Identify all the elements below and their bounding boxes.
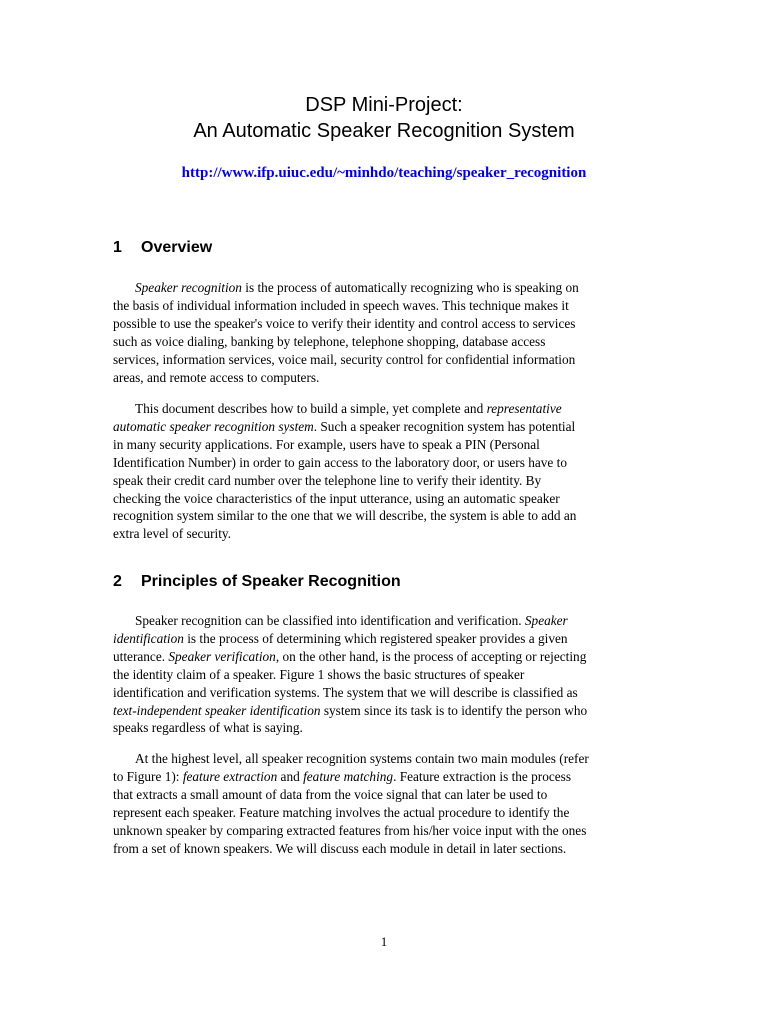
text-line: the basis of individual information included in speech waves. This technique makes it bbox=[113, 297, 569, 313]
text-line bbox=[113, 612, 587, 630]
text-line bbox=[113, 702, 587, 720]
text-line: recognition system similar to the one that we will describe, the system is able to add an bbox=[113, 508, 577, 524]
paragraph-principles-2 bbox=[113, 750, 589, 857]
text-line bbox=[113, 400, 576, 418]
text-line: speaks regardless of what is saying. bbox=[113, 720, 303, 736]
italic-term: feature extraction bbox=[182, 768, 278, 784]
text-line: Identification Number) in order to gain access to the laboratory door, or users have to bbox=[113, 454, 567, 470]
section-number: 1 bbox=[113, 239, 122, 256]
section-title: Principles of Speaker Recognition bbox=[141, 573, 401, 590]
page-number: 1 bbox=[380, 934, 388, 949]
text-line: services, information services, voice mail, security control for confidential information bbox=[113, 351, 576, 367]
text-line: identification and verification systems. The system that we will describe is classified as bbox=[113, 684, 578, 700]
text-run: This document describes how to build a simple, yet complete and bbox=[135, 401, 487, 416]
italic-term: text-independent speaker identification bbox=[113, 702, 321, 718]
text-line bbox=[113, 630, 587, 648]
text-line: At the highest level, all speaker recognition systems contain two main modules (refer bbox=[135, 751, 589, 766]
text-line: from a set of known speakers. We will discuss each module in detail in later sections. bbox=[113, 840, 567, 856]
text-line: such as voice dialing, banking by telephone, telephone shopping, database access bbox=[113, 333, 546, 349]
paragraph-overview-1 bbox=[113, 279, 579, 386]
italic-term: identification bbox=[113, 630, 184, 646]
text-run: Speaker recognition can be classified into identification and verification. bbox=[135, 613, 525, 628]
text-line: areas, and remote access to computers. bbox=[113, 369, 320, 385]
title-line-1: DSP Mini-Project: bbox=[305, 94, 463, 116]
text-line: checking the voice characteristics of the input utterance, using an automatic speaker bbox=[113, 490, 560, 506]
paragraph-overview-2 bbox=[113, 400, 576, 543]
text-line bbox=[113, 648, 587, 666]
section-number: 2 bbox=[113, 573, 122, 590]
text-line: that extracts a small amount of data from the voice signal that can later be used to bbox=[113, 786, 548, 802]
italic-term: automatic speaker recognition system bbox=[113, 418, 314, 434]
text-run: . Such a speaker recognition system has potential bbox=[313, 418, 576, 434]
section-title: Overview bbox=[141, 239, 213, 256]
italic-term: Speaker recognition bbox=[135, 280, 242, 295]
text-run: is the process of determining which registered speaker provides a given bbox=[183, 630, 568, 646]
text-run: and bbox=[277, 768, 304, 784]
italic-term: representative bbox=[486, 401, 562, 416]
text-run: . Feature extraction is the process bbox=[393, 768, 572, 784]
title-line-2: An Automatic Speaker Recognition System bbox=[193, 120, 575, 142]
text-line: unknown speaker by comparing extracted features from his/her voice input with the ones bbox=[113, 822, 587, 838]
text-line: the identity claim of a speaker. Figure 1 shows the basic structures of speaker bbox=[113, 666, 525, 682]
section-heading-principles bbox=[113, 572, 401, 592]
text-run: utterance. bbox=[113, 648, 169, 664]
italic-term: Speaker bbox=[524, 613, 568, 628]
section-heading-overview bbox=[113, 238, 212, 258]
project-url-link[interactable]: http://www.ifp.uiuc.edu/~minhdo/teaching/speaker_recognition bbox=[181, 165, 587, 181]
text-line bbox=[113, 279, 579, 297]
text-run: is the process of automatically recognizing who is speaking on bbox=[241, 280, 579, 295]
text-line: extra level of security. bbox=[113, 526, 232, 542]
text-run: , on the other hand, is the process of accepting or rejecting bbox=[275, 648, 587, 664]
text-line: represent each speaker. Feature matching involves the actual procedure to identify the bbox=[113, 804, 570, 820]
text-run: to Figure 1): bbox=[113, 768, 183, 784]
text-line: speak their credit card number over the telephone line to verify their identity. By bbox=[113, 472, 542, 488]
italic-term: Speaker verification bbox=[168, 648, 276, 664]
paragraph-principles-1 bbox=[113, 612, 587, 737]
text-line: in many security applications. For example, users have to speak a PIN (Personal bbox=[113, 436, 540, 452]
text-line bbox=[113, 418, 576, 436]
italic-term: feature matching bbox=[303, 768, 394, 784]
text-line: possible to use the speaker's voice to verify their identity and control access to services bbox=[113, 315, 576, 331]
text-run: system since its task is to identify the person who bbox=[320, 702, 588, 718]
text-line bbox=[113, 768, 589, 786]
